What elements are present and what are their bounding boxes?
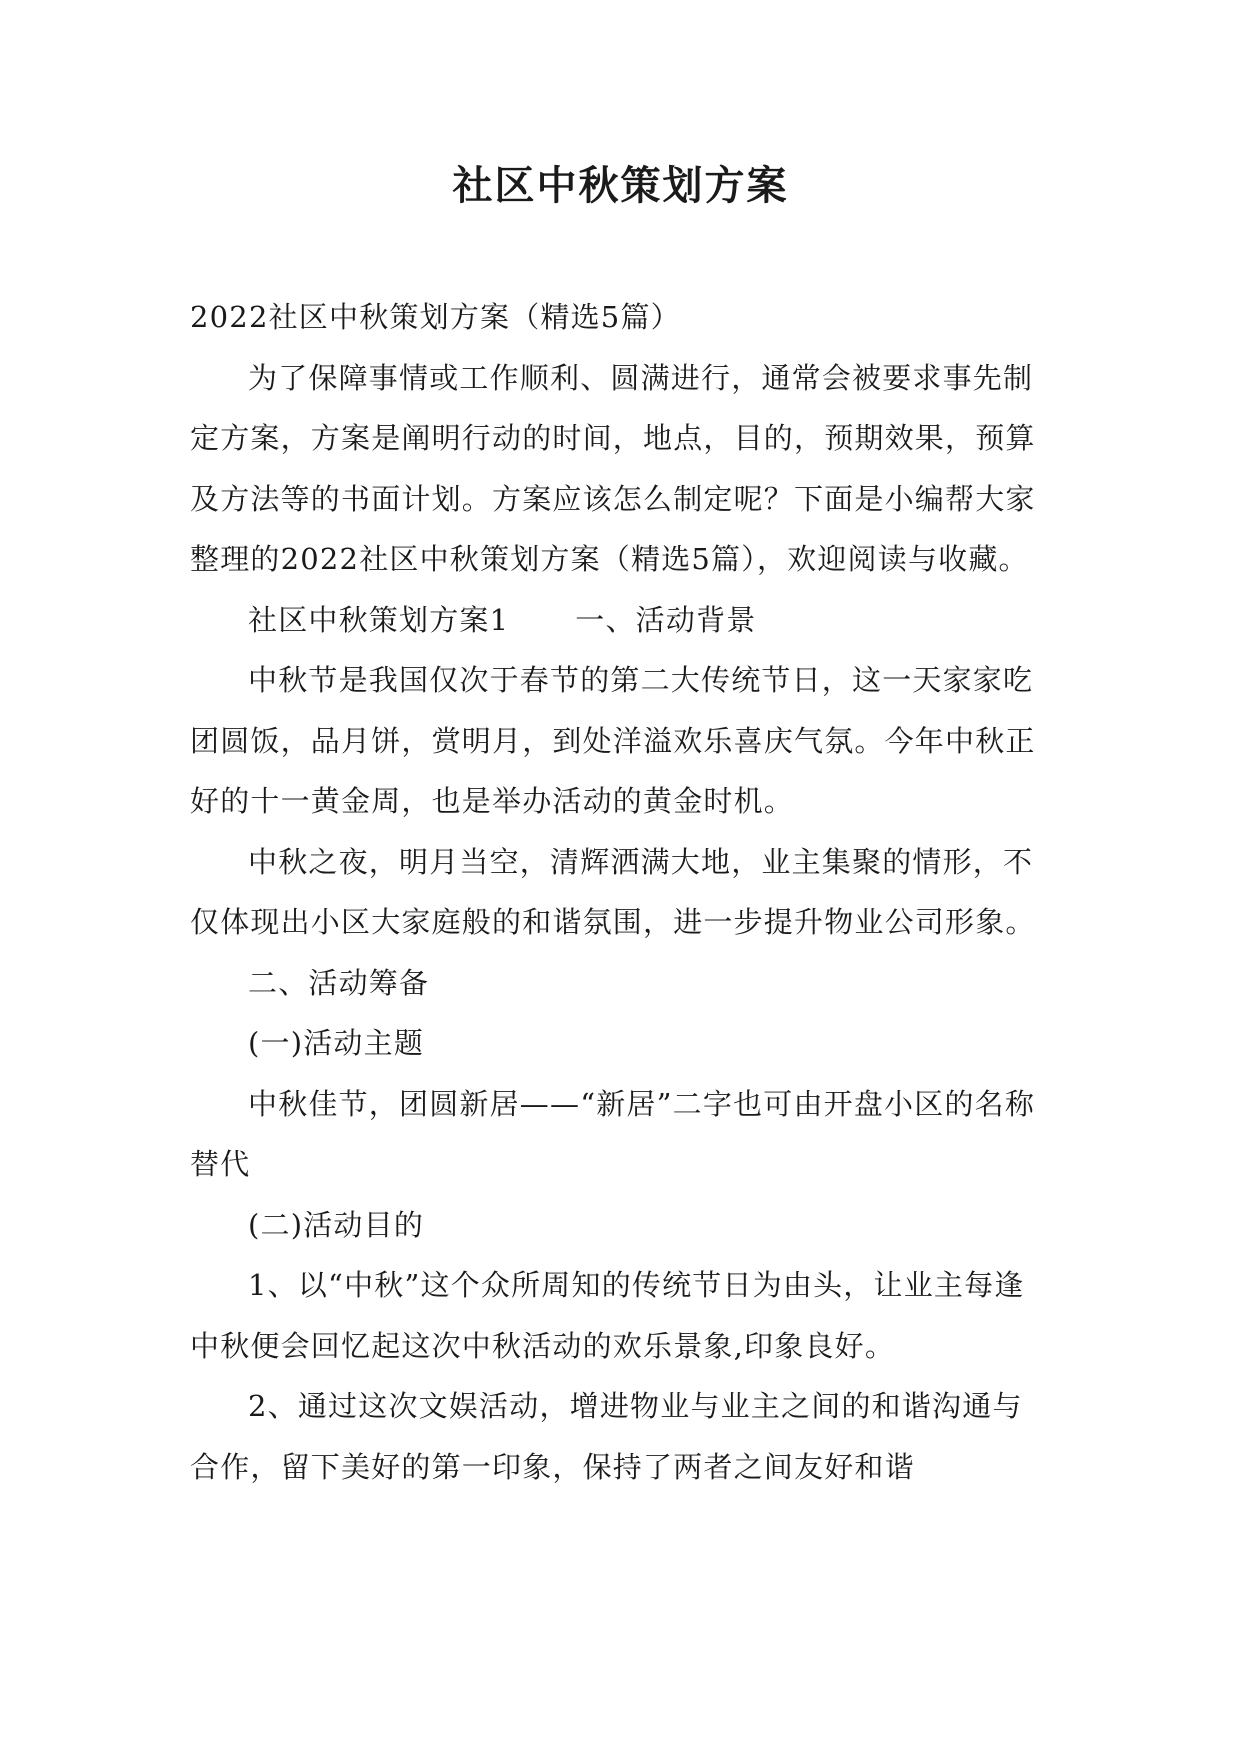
- purpose-heading: (二)活动目的: [248, 1207, 425, 1242]
- purpose-paragraph-1: 1、以“中秋”这个众所周知的传统节日为由头，让业主每逢中秋便会回忆起这次中秋活动的欢乐景象,印象良好。: [190, 1268, 1025, 1363]
- theme-heading: (一)活动主题: [248, 1026, 425, 1060]
- document-body: [190, 287, 1052, 1497]
- prep-heading: 二、活动筹备: [248, 965, 430, 1000]
- section-1-heading: 一、活动背景: [575, 602, 757, 637]
- section-1-line: [190, 590, 1052, 651]
- purpose-paragraph-2: 2、通过这次文娱活动，增进物业与业主之间的和谐沟通与合作，留下美好的第一印象，保持了两者之间友好和谐: [190, 1389, 1023, 1484]
- intro-paragraph: 为了保障事情或工作顺利、圆满进行，通常会被要求事先制定方案，方案是阐明行动的时间，地点，目的，预期效果，预算及方法等的书面计划。方案应该怎么制定呢？下面是小编帮大家整理的2022社区中秋策划方案（精选5篇），欢迎阅读与收藏。: [190, 360, 1036, 576]
- document-subtitle: 2022社区中秋策划方案（精选5篇）: [190, 300, 681, 334]
- background-paragraph-2: 中秋之夜，明月当空，清辉洒满大地，业主集聚的情形，不仅体现出小区大家庭般的和谐氛围，进一步提升物业公司形象。: [190, 844, 1036, 939]
- section-1-label: 社区中秋策划方案1: [248, 602, 510, 637]
- theme-paragraph: 中秋佳节，团圆新居——“新居”二字也可由开盘小区的名称替代: [190, 1086, 1036, 1181]
- background-paragraph-1: 中秋节是我国仅次于春节的第二大传统节日，这一天家家吃团圆饭，品月饼，赏明月，到处洋溢欢乐喜庆气氛。今年中秋正好的十一黄金周，也是举办活动的黄金时机。: [190, 663, 1036, 818]
- page-title: 社区中秋策划方案: [452, 162, 789, 209]
